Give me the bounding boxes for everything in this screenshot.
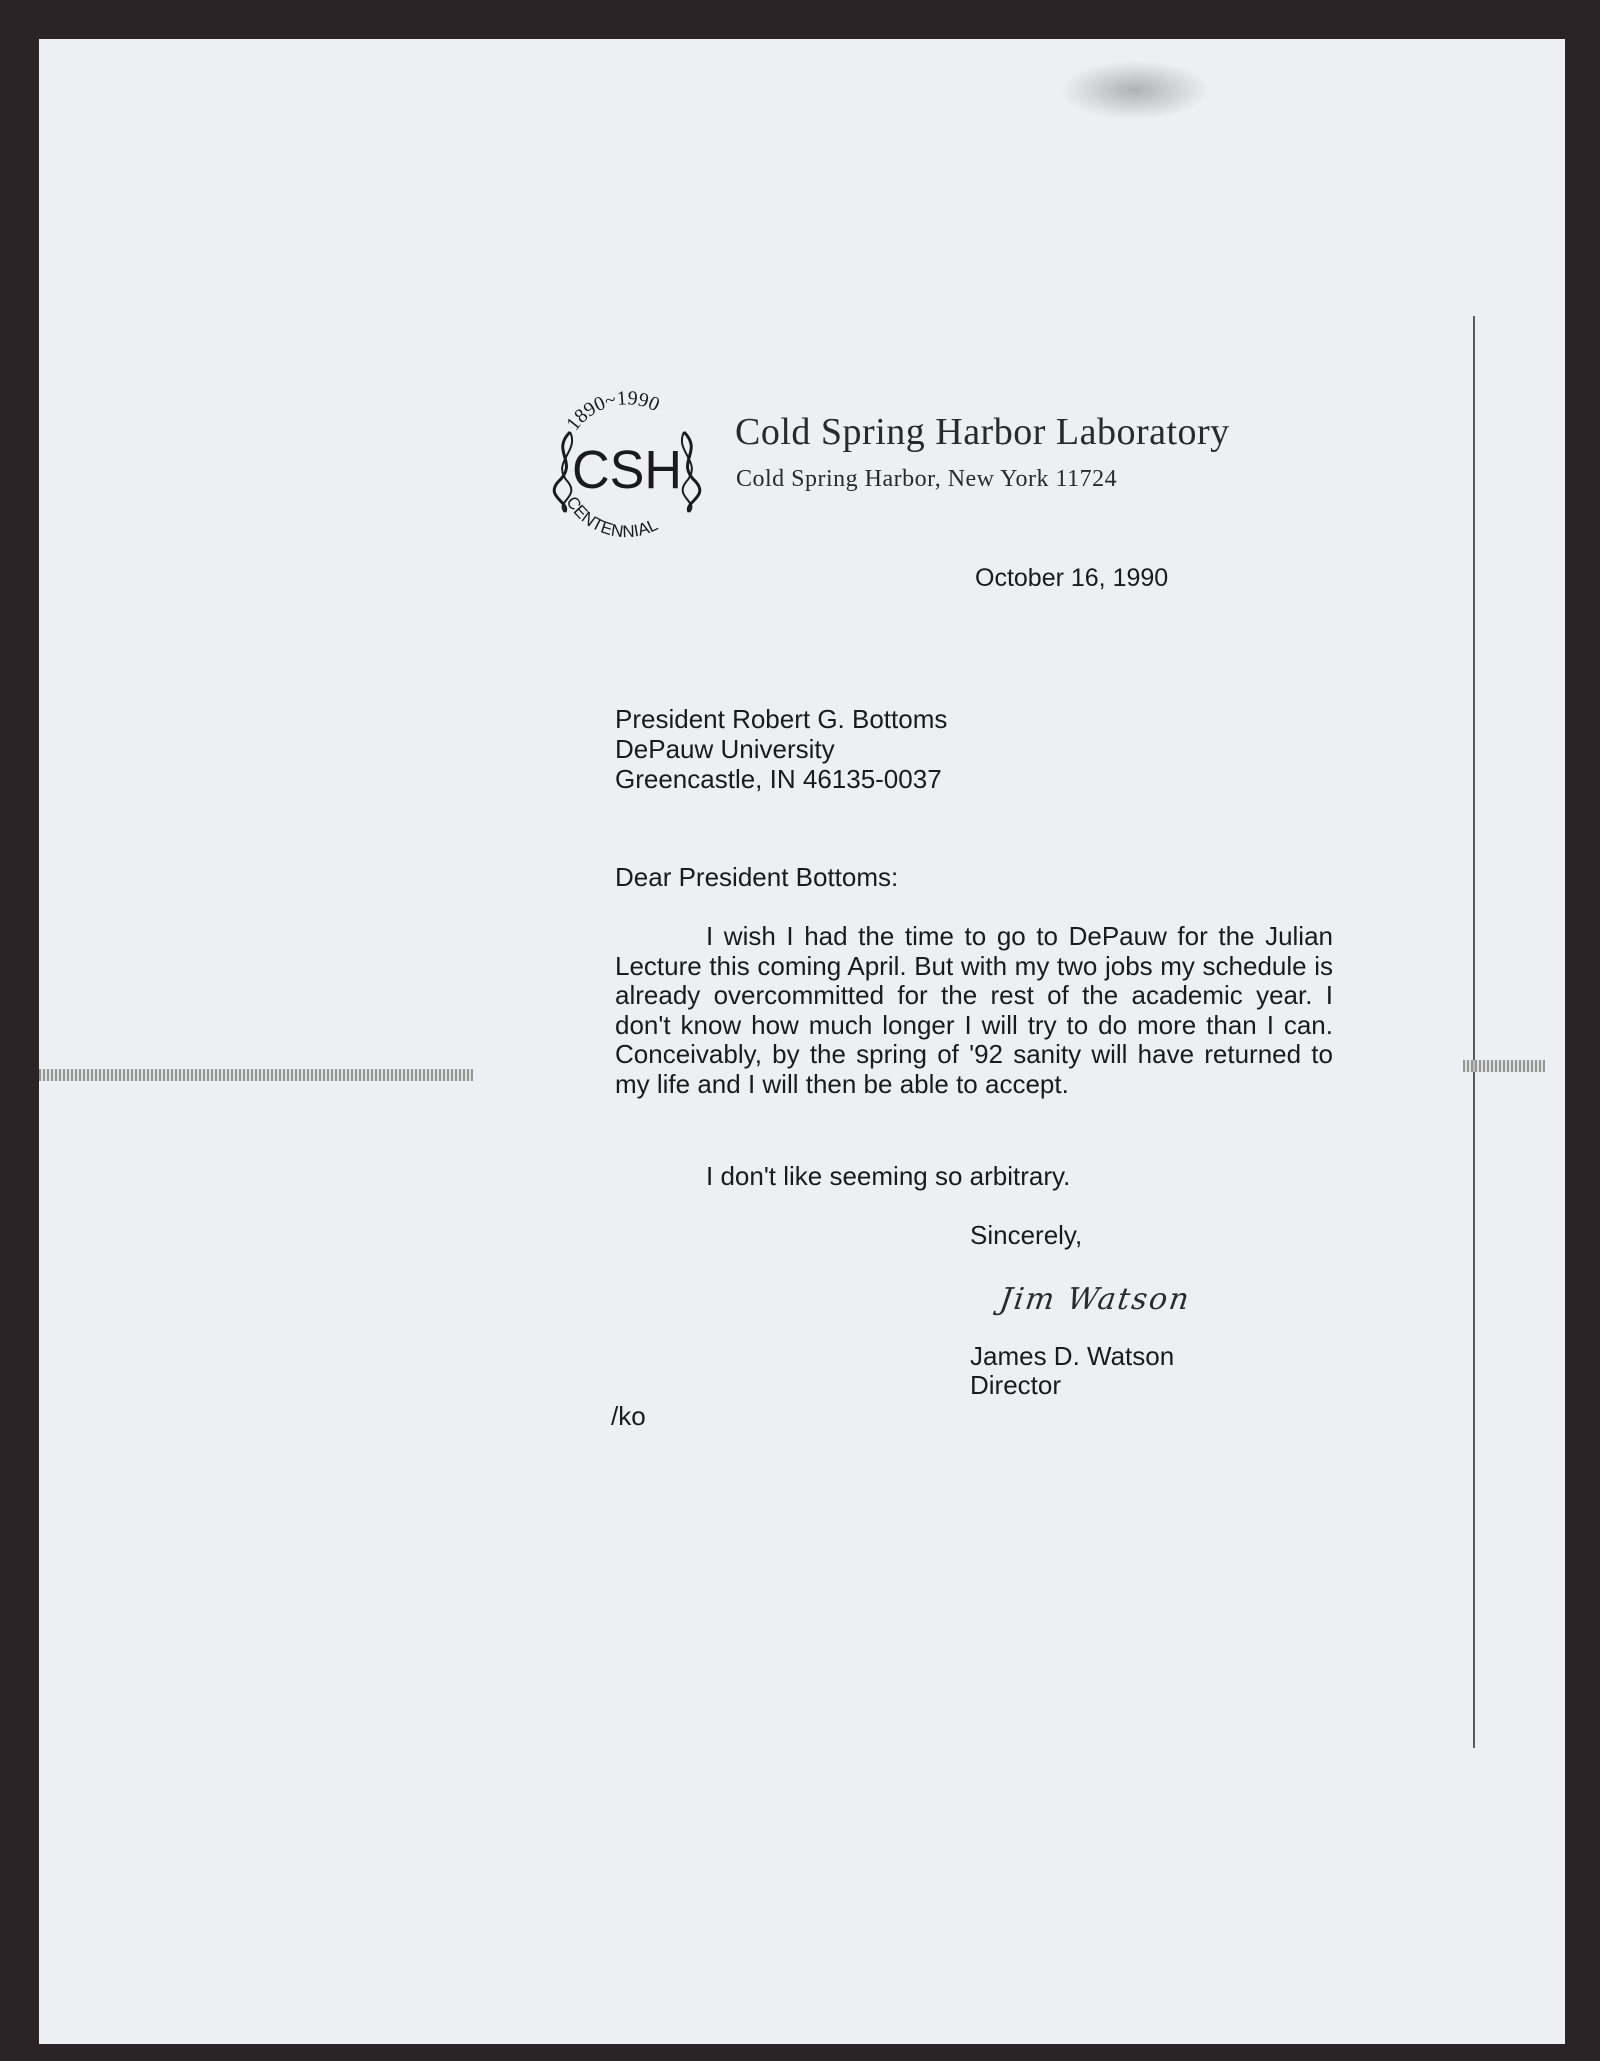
- recipient-line-3: Greencastle, IN 46135-0037: [615, 764, 942, 794]
- svg-text:CENTENNIAL: CENTENNIAL: [562, 493, 661, 542]
- svg-text:1890~1990: 1890~1990: [562, 387, 663, 435]
- signature: Jim Watson: [997, 1282, 1194, 1317]
- halftone-strip-right: [1463, 1060, 1545, 1072]
- closing: Sincerely,: [970, 1220, 1083, 1250]
- letter-date: October 16, 1990: [975, 564, 1169, 592]
- recipient-line-1: President Robert G. Bottoms: [615, 704, 948, 734]
- signer-title: Director: [970, 1370, 1062, 1400]
- body-paragraph-2: I don't like seeming so arbitrary.: [706, 1161, 1071, 1191]
- halftone-strip-left: [39, 1069, 473, 1081]
- recipient-line-2: DePauw University: [615, 734, 835, 764]
- typist-initials: /ko: [611, 1401, 646, 1431]
- svg-text:CSH: CSH: [572, 440, 682, 500]
- organization-name: Cold Spring Harbor Laboratory: [735, 411, 1230, 453]
- body-paragraph-1: I wish I had the time to go to DePauw for the Julian Lecture this coming April. But with my two jobs my schedule is already overcommitted for the rest of the academic year. I don't know how much longer I will try to do more than I can. Conceivably, by the spring of '92 sanity will have returned to my life and I will then be able to accept.: [615, 921, 1333, 1099]
- salutation: Dear President Bottoms:: [615, 862, 899, 892]
- csh-centennial-seal: [540, 382, 714, 556]
- page-edge-line: [1473, 316, 1475, 1748]
- signer-name: James D. Watson: [970, 1341, 1175, 1371]
- organization-address: Cold Spring Harbor, New York 11724: [736, 466, 1118, 492]
- scan-smudge: [1060, 60, 1210, 120]
